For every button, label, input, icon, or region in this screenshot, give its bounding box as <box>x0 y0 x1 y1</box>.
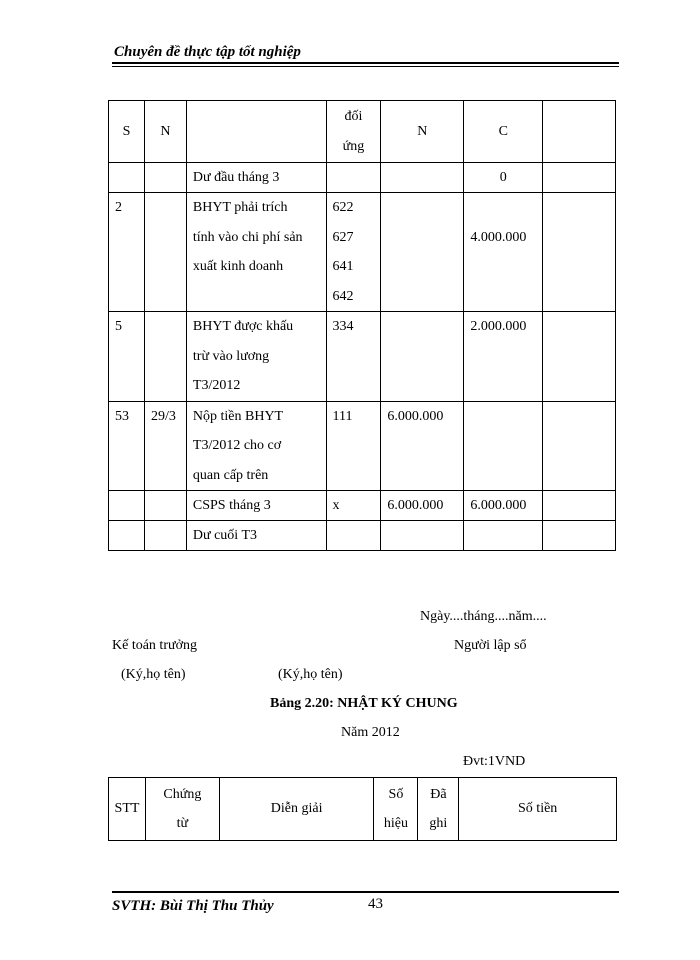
row-n <box>144 491 186 521</box>
desc-line: T3/2012 <box>192 378 241 393</box>
header-rule <box>112 62 619 64</box>
row-n <box>144 193 186 312</box>
signature-note-2: (Ký,họ tên) <box>278 667 343 682</box>
col-account-l2: ứng <box>342 138 365 154</box>
row-desc <box>186 401 326 491</box>
page-number: 43 <box>368 896 383 912</box>
row-credit: 2.000.000 <box>464 312 543 402</box>
row-desc <box>186 312 326 402</box>
col-daghi-l2: ghi <box>429 816 448 831</box>
desc-line: tính vào chi phí sản <box>192 229 303 245</box>
col-sohieu-l1: Số <box>388 786 404 802</box>
row-extra <box>543 163 616 193</box>
table-row <box>109 521 616 551</box>
acct-line: 627 <box>332 229 354 245</box>
document-header: Chuyên đề thực tập tốt nghiệp <box>114 44 301 60</box>
row-s <box>109 163 145 193</box>
col-account <box>326 101 381 163</box>
desc-line: Nộp tiền BHYT <box>192 408 284 424</box>
col-chungtu-l1: Chứng <box>163 786 202 802</box>
footer-rule <box>112 891 619 893</box>
row-extra <box>543 521 616 551</box>
row-s: 53 <box>109 401 145 491</box>
row-acct <box>326 193 381 312</box>
header-rule-thin <box>112 66 619 67</box>
desc-line: T3/2012 cho cơ <box>192 438 282 453</box>
table-row <box>109 401 616 491</box>
col-diengiai: Diễn giải <box>219 778 374 841</box>
row-credit: 6.000.000 <box>464 491 543 521</box>
chief-accountant-label: Kế toán trưởng <box>112 638 197 653</box>
desc-line: BHYT phải trích <box>192 200 288 215</box>
desc-line: BHYT được khấu <box>192 319 294 334</box>
signature-date: Ngày....tháng....năm.... <box>420 609 547 624</box>
row-credit-value: 4.000.000 <box>470 229 527 245</box>
row-credit <box>464 401 543 491</box>
desc-line: trừ vào lương <box>192 348 270 364</box>
journal-header-row <box>109 778 617 841</box>
row-debit: 6.000.000 <box>381 401 464 491</box>
row-desc <box>186 193 326 312</box>
row-desc: Dư cuối T3 <box>186 521 326 551</box>
col-sohieu <box>374 778 418 841</box>
row-n <box>144 521 186 551</box>
row-desc: Dư đầu tháng 3 <box>186 163 326 193</box>
col-stt: STT <box>109 778 146 841</box>
row-debit: 6.000.000 <box>381 491 464 521</box>
col-account-l1: đối <box>344 109 363 124</box>
row-n <box>144 312 186 402</box>
journal-year: Năm 2012 <box>341 725 400 740</box>
row-s: 5 <box>109 312 145 402</box>
table-row <box>109 163 616 193</box>
row-acct: x <box>326 491 381 521</box>
col-chungtu <box>145 778 219 841</box>
row-extra <box>543 401 616 491</box>
row-s <box>109 521 145 551</box>
col-sotien: Số tiền <box>459 778 617 841</box>
row-acct: 111 <box>326 401 381 491</box>
row-n: 29/3 <box>144 401 186 491</box>
row-extra <box>543 312 616 402</box>
journal-unit: Đvt:1VND <box>463 754 526 769</box>
row-desc: CSPS tháng 3 <box>186 491 326 521</box>
col-daghi <box>418 778 459 841</box>
row-acct: 334 <box>326 312 381 402</box>
row-credit <box>464 193 543 312</box>
row-acct <box>326 521 381 551</box>
table-row <box>109 312 616 402</box>
desc-line: xuất kinh doanh <box>192 259 284 274</box>
ledger-table <box>108 100 616 551</box>
col-s: S <box>109 101 145 163</box>
row-credit: 0 <box>464 163 543 193</box>
col-n: N <box>144 101 186 163</box>
row-debit <box>381 193 464 312</box>
row-acct <box>326 163 381 193</box>
row-credit <box>464 521 543 551</box>
row-debit <box>381 163 464 193</box>
col-desc <box>186 101 326 163</box>
table-row <box>109 491 616 521</box>
ledger-header-row <box>109 101 616 163</box>
journal-table <box>108 777 617 841</box>
col-extra <box>543 101 616 163</box>
col-chungtu-l2: từ <box>176 816 189 831</box>
desc-line: quan cấp trên <box>192 467 269 483</box>
col-credit: C <box>464 101 543 163</box>
acct-line: 641 <box>332 259 354 274</box>
col-debit: N <box>381 101 464 163</box>
col-sohieu-l2: hiệu <box>383 816 408 831</box>
table-row <box>109 193 616 312</box>
row-s <box>109 491 145 521</box>
signature-note-1: (Ký,họ tên) <box>121 667 186 682</box>
footer-author: SVTH: Bùi Thị Thu Thủy <box>112 898 274 914</box>
row-debit <box>381 312 464 402</box>
row-n <box>144 163 186 193</box>
row-extra <box>543 491 616 521</box>
row-s: 2 <box>109 193 145 312</box>
col-daghi-l1: Đã <box>430 786 447 802</box>
row-extra <box>543 193 616 312</box>
acct-line: 642 <box>332 288 354 304</box>
bookkeeper-label: Người lập sổ <box>454 638 527 653</box>
acct-line: 622 <box>332 200 354 215</box>
row-debit <box>381 521 464 551</box>
journal-title: Bảng 2.20: NHẬT KÝ CHUNG <box>270 696 458 711</box>
